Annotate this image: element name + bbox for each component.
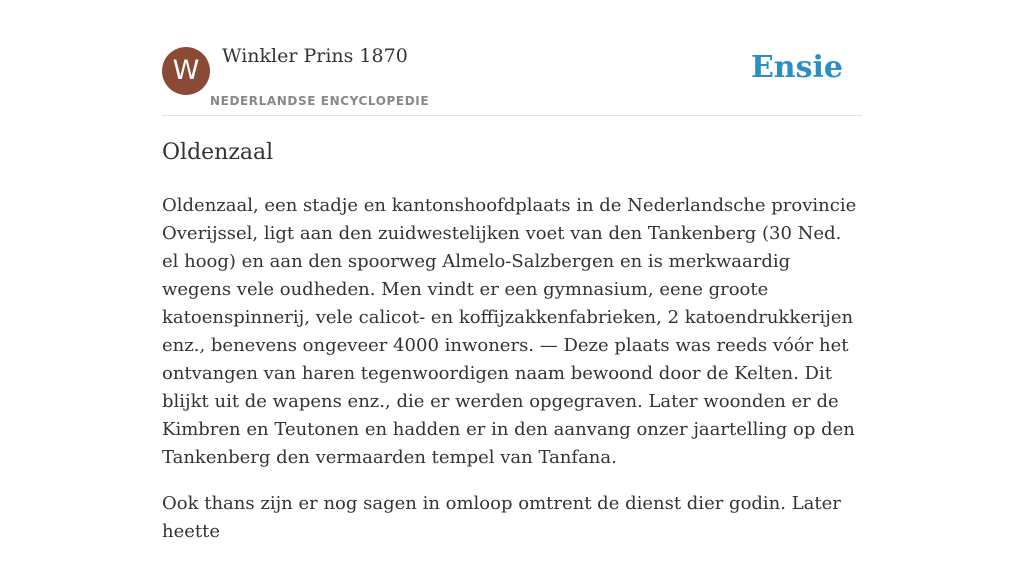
- article-body: [162, 192, 862, 564]
- source-title[interactable]: Winkler Prins 1870: [222, 45, 408, 67]
- article-title: Oldenzaal: [162, 140, 274, 165]
- article-paragraph: Ook thans zijn er nog sagen in omloop omtrent de dienst dier godin. Later heette: [162, 493, 841, 542]
- source-header: [162, 0, 862, 116]
- article-paragraph: Oldenzaal, een stadje en kantonshoofdplaats in de Nederlandsche provincie Overijssel, ligt aan den zuidwestelijken voet van den Tankenberg (30 Ned. el hoog) en aan den spoorweg Almelo-Salzbergen en is merkwaardig wegens vele oudheden. Men vindt er een gymnasium, eene groote katoenspinnerij, vele calicot- en koffijzakkenfabrieken, 2 katoendrukkerijen enz., benevens ongeveer 4000 inwoners. — Deze plaats was reeds vóór het ontvangen van haren tegenwoordigen naam bewoond door de Kelten. Dit blijkt uit de wapens enz., die er werden opgegraven. Later woonden er de Kimbren en Teutonen en hadden er in den aanvang onzer jaartelling op den Tankenberg den vermaarden tempel van Tanfana.: [162, 195, 857, 468]
- ensie-logo[interactable]: Ensie: [750, 50, 843, 85]
- source-avatar: W: [162, 47, 210, 95]
- source-subtitle: NEDERLANDSE ENCYCLOPEDIE: [210, 94, 430, 108]
